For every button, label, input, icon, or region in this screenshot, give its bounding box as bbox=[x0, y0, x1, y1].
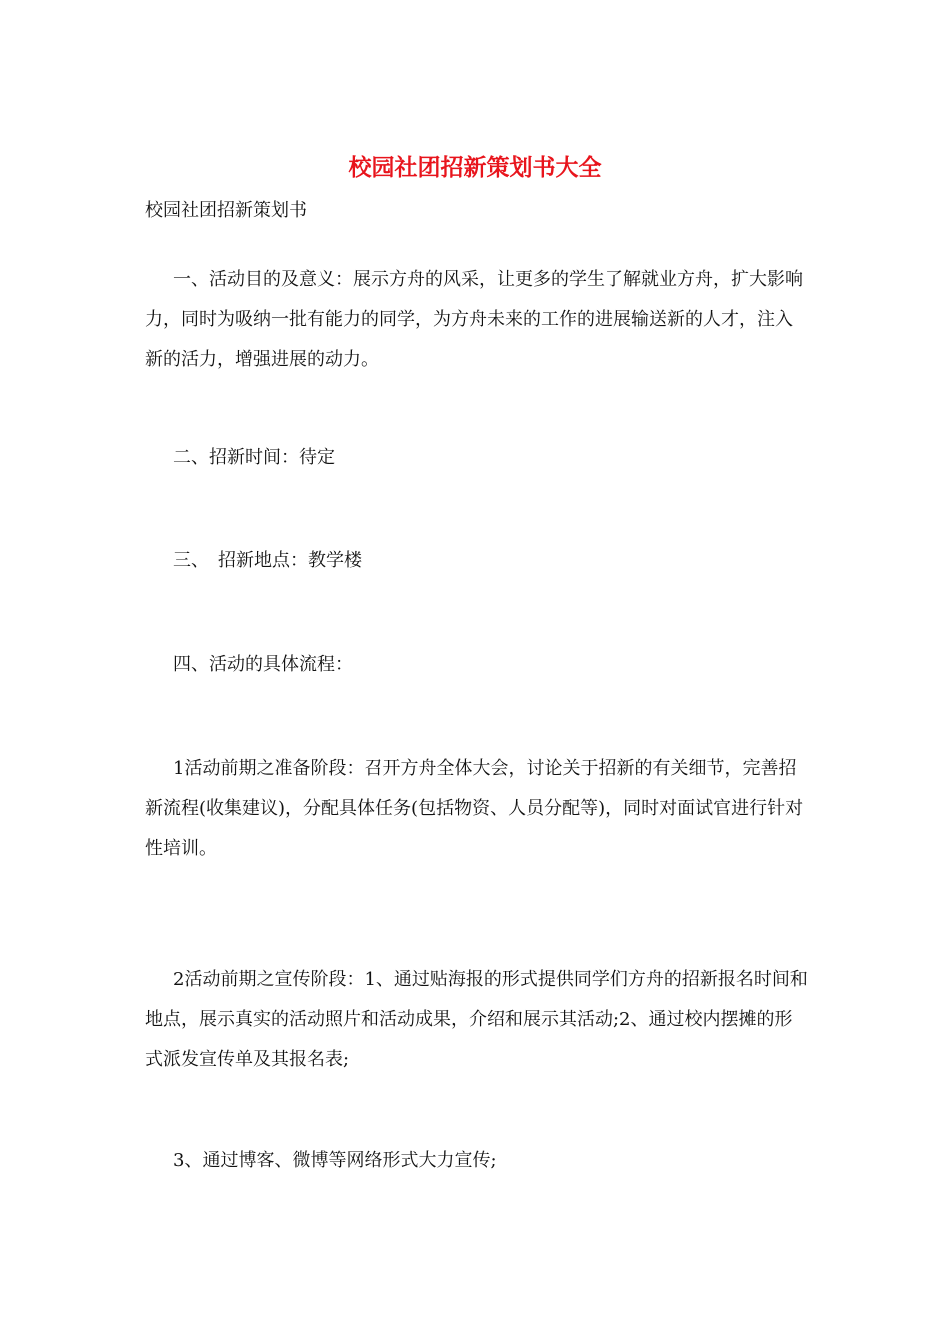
paragraph-location: 三、 招新地点：教学楼 bbox=[173, 550, 362, 571]
document-subtitle: 校园社团招新策划书 bbox=[145, 200, 307, 221]
paragraph-time: 二、招新时间：待定 bbox=[173, 447, 335, 468]
paragraph-purpose: 一、活动目的及意义：展示方舟的风采，让更多的学生了解就业方舟，扩大影响力，同时为吸纳一批有能力的同学，为方舟未来的工作的进展输送新的人才，注入新的活力，增强进展的动力。 bbox=[145, 269, 803, 370]
paragraph-publicity-stage: 2活动前期之宣传阶段：1、通过贴海报的形式提供同学们方舟的招新报名时间和地点，展示真实的活动照片和活动成果，介绍和展示其活动;2、通过校内摆摊的形式派发宣传单及其报名表; bbox=[145, 969, 808, 1070]
paragraph-online-publicity: 3、通过博客、微博等网络形式大力宣传; bbox=[173, 1150, 497, 1171]
paragraph-preparation-stage: 1活动前期之准备阶段：召开方舟全体大会，讨论关于招新的有关细节，完善招新流程(收集建议)，分配具体任务(包括物资、人员分配等)，同时对面试官进行针对性培训。 bbox=[145, 758, 804, 859]
paragraph-process-heading: 四、活动的具体流程： bbox=[173, 654, 353, 675]
document-title: 校园社团招新策划书大全 bbox=[348, 154, 602, 181]
